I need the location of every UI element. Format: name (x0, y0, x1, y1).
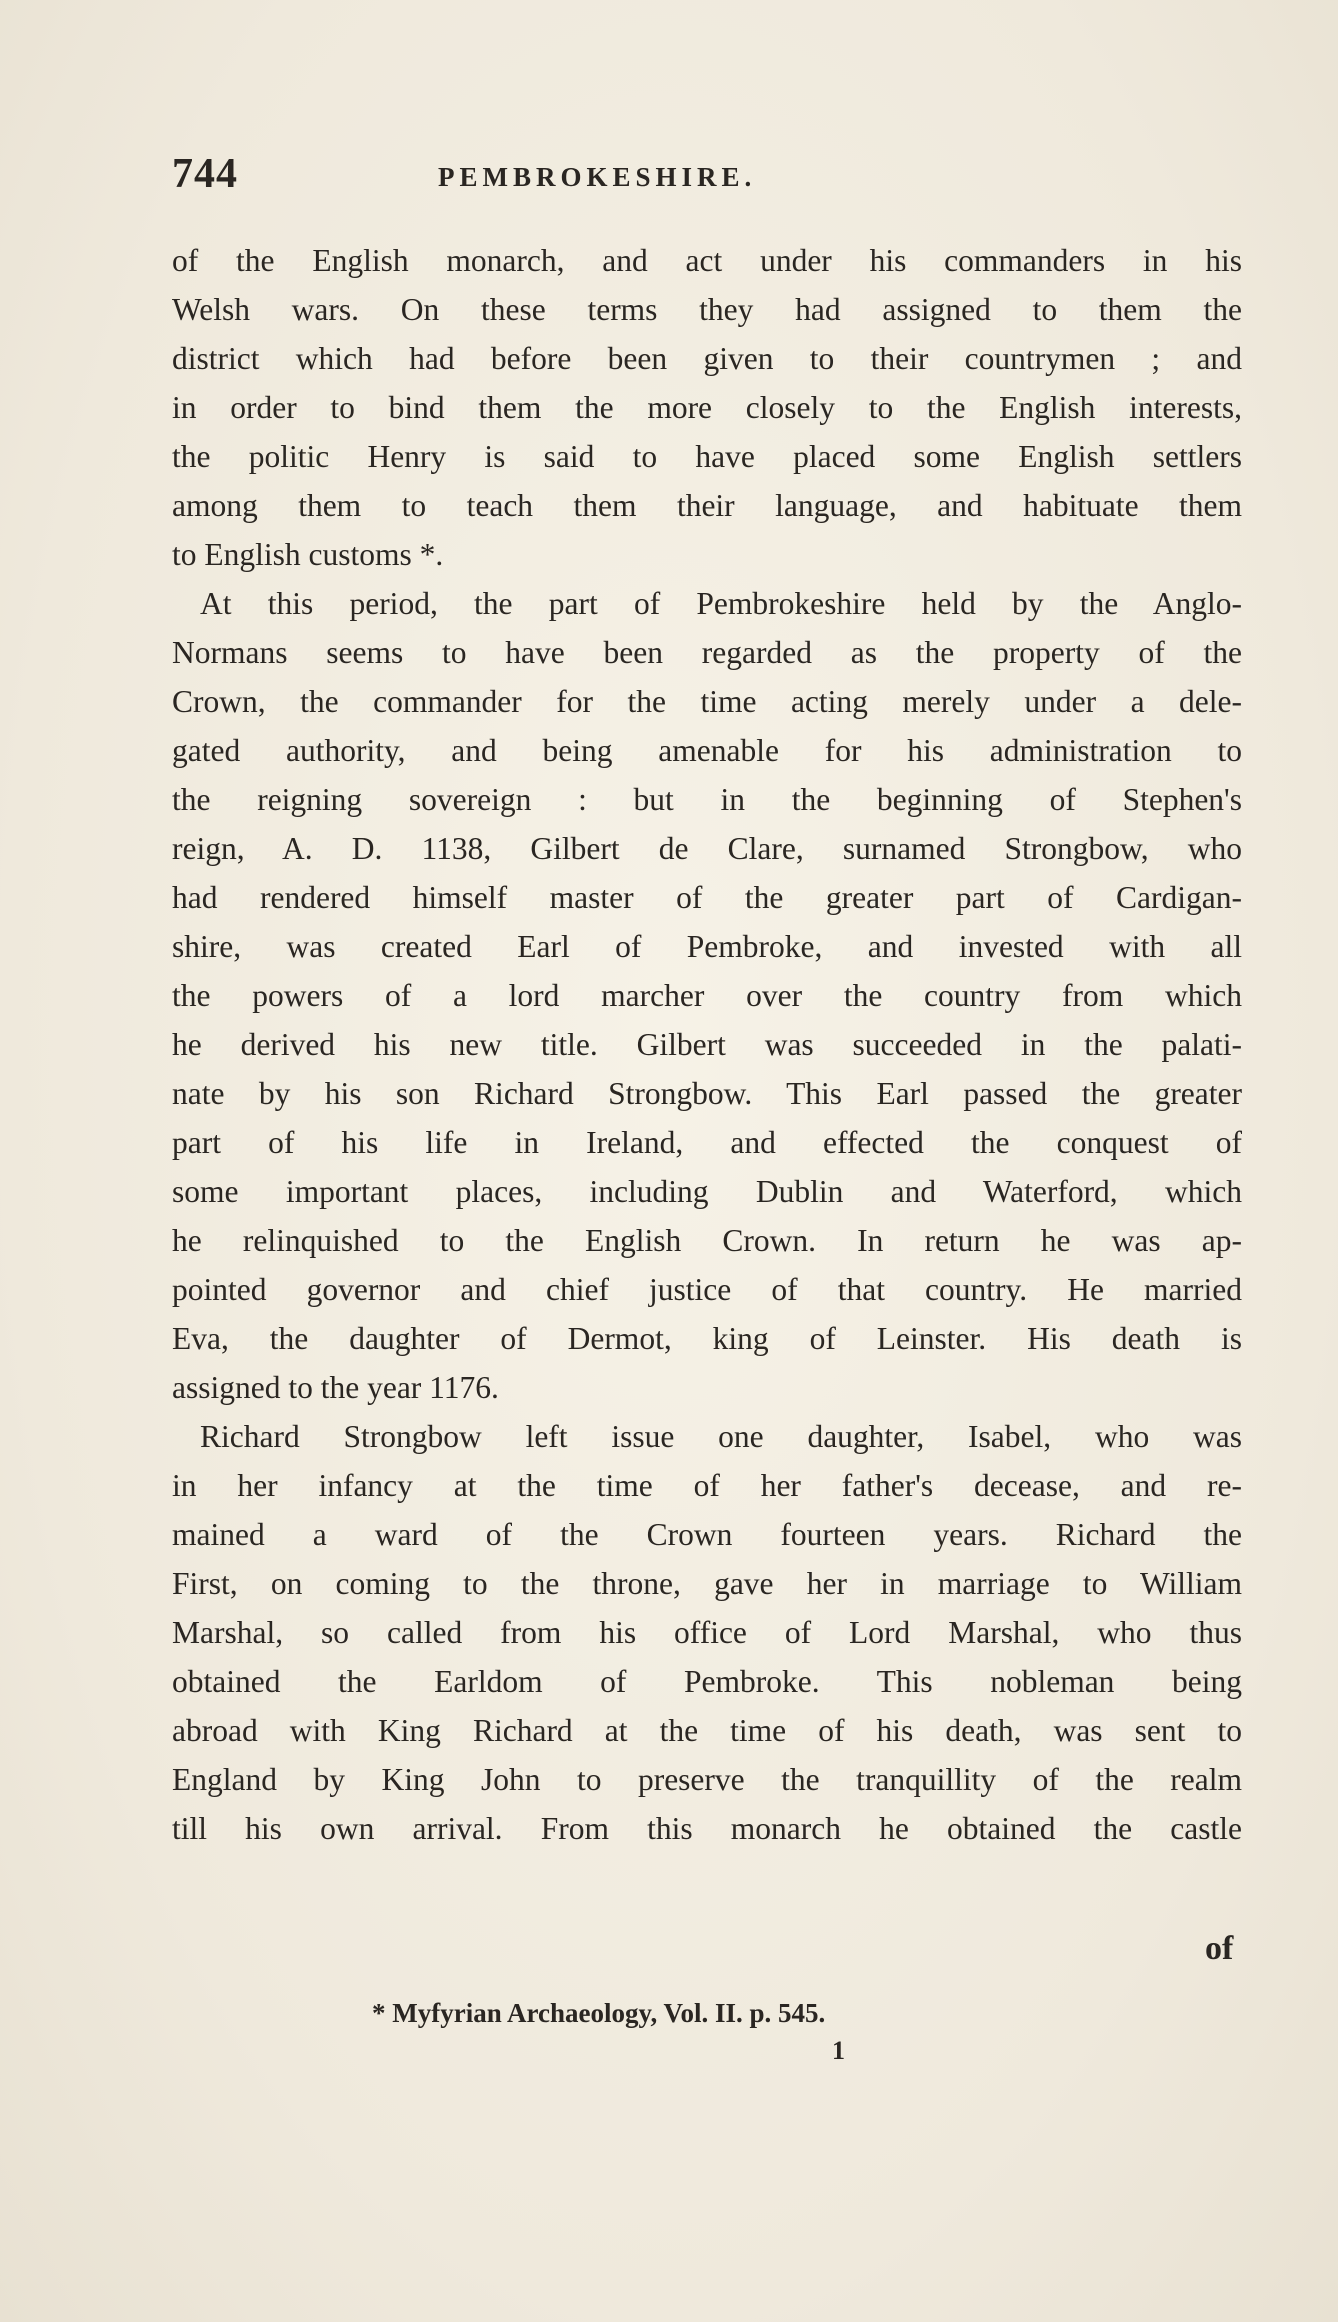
catchword: of (1205, 1930, 1234, 1967)
text-line: he derived his new title. Gilbert was succeeded in the palati- (172, 1027, 1242, 1062)
text-line: gated authority, and being amenable for his administration to (172, 733, 1242, 768)
text-line: some important places, including Dublin and Waterford, which (172, 1174, 1242, 1209)
text-line: in her infancy at the time of her father's decease, and re- (172, 1468, 1242, 1503)
text-line: Crown, the commander for the time acting merely under a dele- (172, 684, 1242, 719)
text-line: had rendered himself master of the greater part of Cardigan- (172, 880, 1242, 915)
text-line: he relinquished to the English Crown. In return he was ap- (172, 1223, 1242, 1258)
text-line: the powers of a lord marcher over the country from which (172, 978, 1242, 1013)
text-line: pointed governor and chief justice of that country. He married (172, 1272, 1242, 1307)
text-line: Richard Strongbow left issue one daughter, Isabel, who was (200, 1419, 1242, 1454)
text-line: part of his life in Ireland, and effected the conquest of (172, 1125, 1242, 1160)
text-line: Normans seems to have been regarded as the property of the (172, 635, 1242, 670)
text-line: abroad with King Richard at the time of his death, was sent to (172, 1713, 1242, 1748)
text-line: At this period, the part of Pembrokeshire held by the Anglo- (200, 586, 1242, 621)
page-header (172, 150, 1172, 210)
text-line: reign, A. D. 1138, Gilbert de Clare, surnamed Strongbow, who (172, 831, 1242, 866)
text-line: mained a ward of the Crown fourteen years. Richard the (172, 1517, 1242, 1552)
text-line: to English customs *. (172, 537, 444, 572)
text-line: shire, was created Earl of Pembroke, and invested with all (172, 929, 1242, 964)
page-number: 744 (172, 151, 238, 197)
text-line: among them to teach them their language, and habituate them (172, 488, 1242, 523)
text-line: of the English monarch, and act under his commanders in his (172, 243, 1242, 278)
footnote: * Myfyrian Archaeology, Vol. II. p. 545. (372, 1998, 826, 2028)
text-line: till his own arrival. From this monarch he obtained the castle (172, 1811, 1242, 1846)
paragraph-3 (172, 1412, 1242, 1853)
text-line: the reigning sovereign : but in the beginning of Stephen's (172, 782, 1242, 817)
paragraph-2 (172, 579, 1242, 1412)
text-line: obtained the Earldom of Pembroke. This nobleman being (172, 1664, 1242, 1699)
text-line: Marshal, so called from his office of Lord Marshal, who thus (172, 1615, 1242, 1650)
text-line: Welsh wars. On these terms they had assigned to them the (172, 292, 1242, 327)
paragraph-1 (172, 236, 1242, 579)
body-text (172, 236, 1242, 1853)
signature-mark: 1 (832, 2036, 845, 2065)
text-line: First, on coming to the throne, gave her in marriage to William (172, 1566, 1242, 1601)
text-line: England by King John to preserve the tranquillity of the realm (172, 1762, 1242, 1797)
text-line: Eva, the daughter of Dermot, king of Leinster. His death is (172, 1321, 1242, 1356)
text-line: assigned to the year 1176. (172, 1370, 499, 1405)
text-line: district which had before been given to their countrymen ; and (172, 341, 1242, 376)
text-line: in order to bind them the more closely to the English interests, (172, 390, 1242, 425)
text-line: nate by his son Richard Strongbow. This Earl passed the greater (172, 1076, 1242, 1111)
running-head: PEMBROKESHIRE. (438, 162, 757, 192)
text-line: the politic Henry is said to have placed some English settlers (172, 439, 1242, 474)
